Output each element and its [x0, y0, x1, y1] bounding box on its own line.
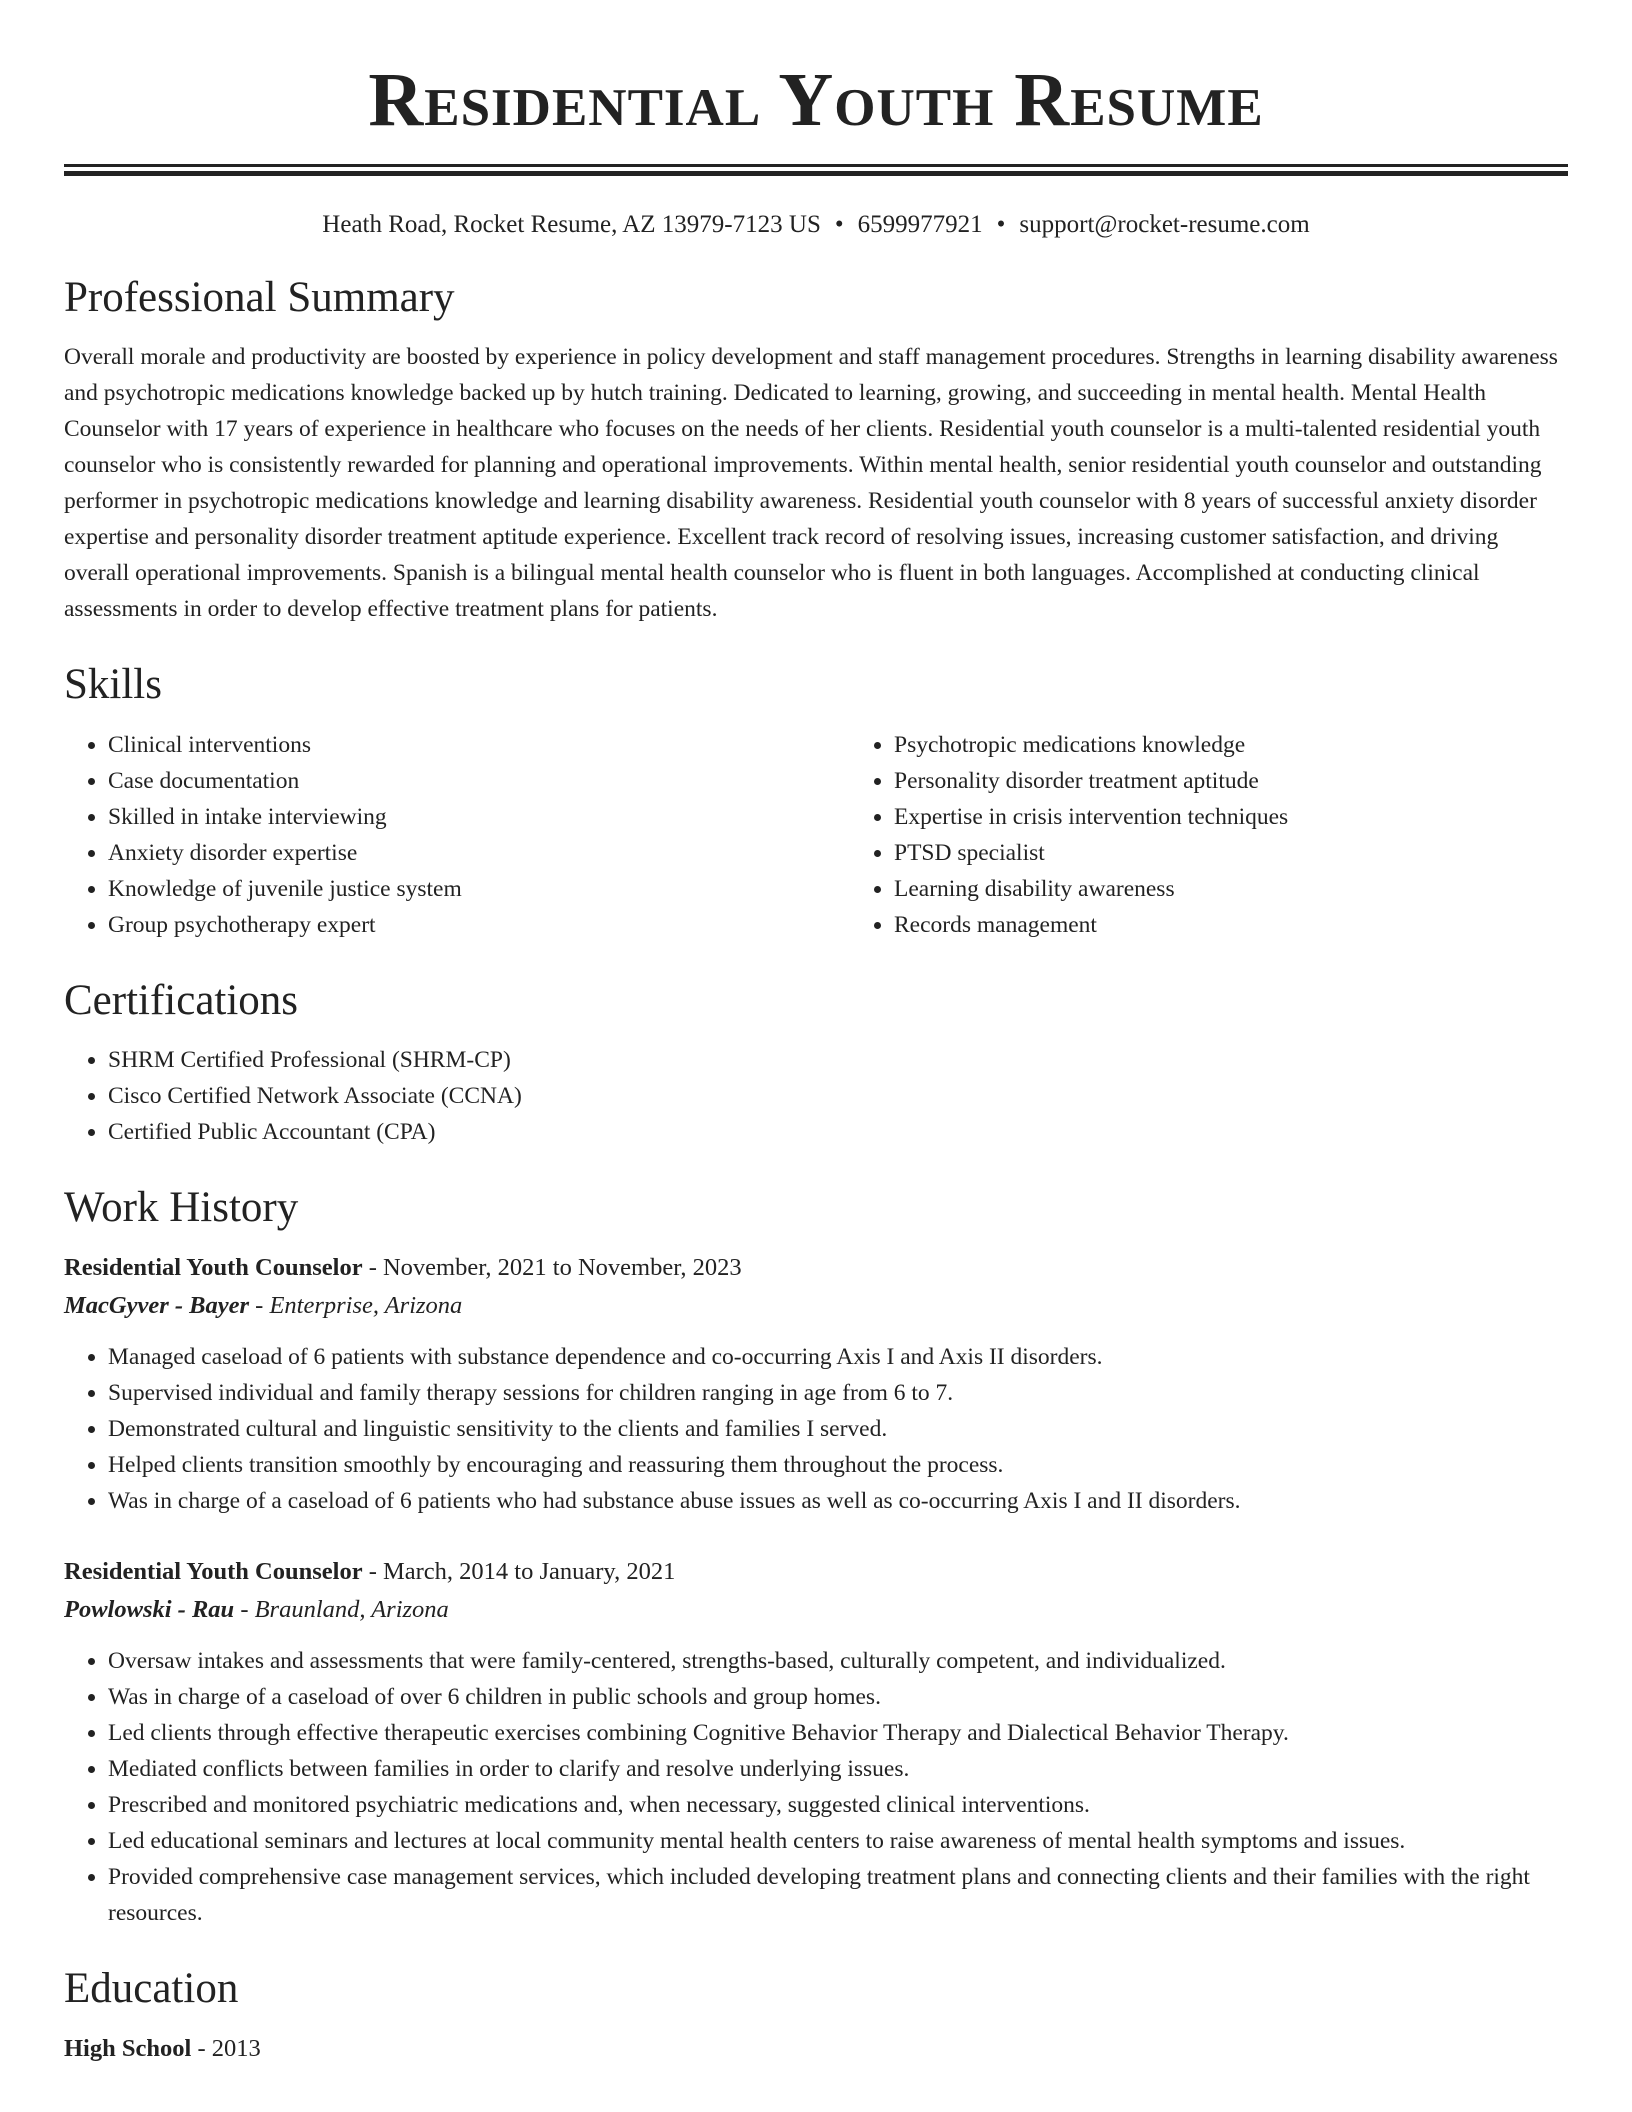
- job-title: Residential Youth Counselor: [64, 1558, 363, 1586]
- summary-text: Overall morale and productivity are boosted by experience in policy development and staff management procedures. Strengths in learning disability awareness and psychotropic medications knowledge backed up by hutch training. Dedicated to learning, growing, and succeeding in mental health. Mental Health Counselor with 17 years of experience in healthcare who focuses on the needs of her clients. Residential youth counselor is a multi-talented residential youth counselor who is consistently rewarded for planning and operational improvements. Within mental health, senior residential youth counselor and outstanding performer in psychotropic medications knowledge and learning disability awareness. Residential youth counselor with 8 years of successful anxiety disorder expertise and personality disorder treatment aptitude experience. Excellent track record of resolving issues, increasing customer satisfaction, and driving overall operational improvements. Spanish is a bilingual mental health counselor who is fluent in both languages. Accomplished at conducting clinical assessments in order to develop effective treatment plans for patients.: [64, 344, 1558, 623]
- certification-item: • Certified Public Accountant (CPA): [108, 1114, 1568, 1150]
- job-dates: - March, 2014 to January, 2021: [362, 1558, 676, 1586]
- contact-address: Heath Road, Rocket Resume, AZ 13979-7123 US: [322, 211, 821, 238]
- job-duty: • Was in charge of a caseload of over 6 children in public schools and group homes.: [108, 1679, 1568, 1715]
- skill-item: • Knowledge of juvenile justice system: [108, 871, 850, 907]
- skill-item: • Learning disability awareness: [894, 871, 1568, 907]
- job-duty: • Prescribed and monitored psychiatric medications and, when necessary, suggested clinical interventions.: [108, 1787, 1568, 1823]
- skill-item: • Expertise in crisis intervention techniques: [894, 799, 1568, 835]
- job-company: MacGyver - Bayer: [64, 1292, 250, 1320]
- job-employer: [64, 1591, 1568, 1629]
- contact-phone: 6599977921: [857, 211, 983, 238]
- resume-name: Residential Youth Resume: [368, 58, 1264, 142]
- job-duty: • Led clients through effective therapeutic exercises combining Cognitive Behavior Therapy and Dialectical Behavior Therapy.: [108, 1715, 1568, 1751]
- job-duties: [64, 1643, 1568, 1931]
- education-degree: High School: [64, 2035, 192, 2063]
- skills-list-left: [64, 727, 850, 943]
- contact-separator: •: [834, 211, 844, 238]
- certifications-list: [64, 1042, 1568, 1150]
- skill-item: • PTSD specialist: [894, 835, 1568, 871]
- job-duty: • Led educational seminars and lectures at local community mental health centers to raise awareness of mental health symptoms and issues.: [108, 1823, 1568, 1859]
- certification-item: • Cisco Certified Network Associate (CCNA): [108, 1078, 1568, 1114]
- certification-item: • SHRM Certified Professional (SHRM-CP): [108, 1042, 1568, 1078]
- job-employer: [64, 1287, 1568, 1325]
- skills-heading: Skills: [64, 661, 162, 709]
- job-header: [64, 1249, 1568, 1287]
- job-entry: [64, 1249, 1568, 1519]
- skill-item: • Personality disorder treatment aptitude: [894, 763, 1568, 799]
- skill-item: • Clinical interventions: [108, 727, 850, 763]
- job-duty: • Oversaw intakes and assessments that were family-centered, strengths-based, culturally competent, and individualized.: [108, 1643, 1568, 1679]
- summary-heading: Professional Summary: [64, 274, 455, 321]
- job-duties: [64, 1339, 1568, 1519]
- education-entry: [64, 2030, 1568, 2068]
- job-duty: • Demonstrated cultural and linguistic sensitivity to the clients and families I served.: [108, 1411, 1568, 1447]
- job-duty: • Managed caseload of 6 patients with substance dependence and co-occurring Axis I and Axis II disorders.: [108, 1339, 1568, 1375]
- skill-item: • Group psychotherapy expert: [108, 907, 850, 943]
- contact-separator: •: [996, 211, 1006, 238]
- job-duty: • Provided comprehensive case management services, which included developing treatment plans and connecting clients and their families with the right resources.: [108, 1859, 1568, 1931]
- skill-item: • Skilled in intake interviewing: [108, 799, 850, 835]
- job-entry: [64, 1553, 1568, 1931]
- job-dates: - November, 2021 to November, 2023: [362, 1254, 742, 1282]
- contact-email: support@rocket-resume.com: [1019, 211, 1310, 238]
- skill-item: • Psychotropic medications knowledge: [894, 727, 1568, 763]
- job-company: Powlowski - Rau: [64, 1596, 235, 1624]
- work-history-heading: Work History: [64, 1183, 299, 1231]
- skill-item: • Case documentation: [108, 763, 850, 799]
- education-year: - 2013: [191, 2035, 261, 2063]
- skill-item: • Anxiety disorder expertise: [108, 835, 850, 871]
- job-duty: • Supervised individual and family therapy sessions for children ranging in age from 6 to 7.: [108, 1375, 1568, 1411]
- job-duty: • Helped clients transition smoothly by encouraging and reassuring them throughout the process.: [108, 1447, 1568, 1483]
- skills-list-right: [850, 727, 1568, 943]
- job-duty: • Mediated conflicts between families in order to clarify and resolve underlying issues.: [108, 1751, 1568, 1787]
- certifications-heading: Certifications: [64, 976, 299, 1024]
- education-heading: Education: [64, 1965, 239, 2013]
- job-duty: • Was in charge of a caseload of 6 patients who had substance abuse issues as well as co-occurring Axis I and II disorders.: [108, 1483, 1568, 1519]
- header-divider: [64, 164, 1568, 176]
- job-title: Residential Youth Counselor: [64, 1254, 363, 1282]
- skills-columns: [64, 727, 1568, 943]
- job-header: [64, 1553, 1568, 1591]
- skill-item: • Records management: [894, 907, 1568, 943]
- contact-line: [64, 210, 1568, 240]
- job-location: - Braunland, Arizona: [234, 1596, 449, 1624]
- job-location: - Enterprise, Arizona: [249, 1292, 463, 1320]
